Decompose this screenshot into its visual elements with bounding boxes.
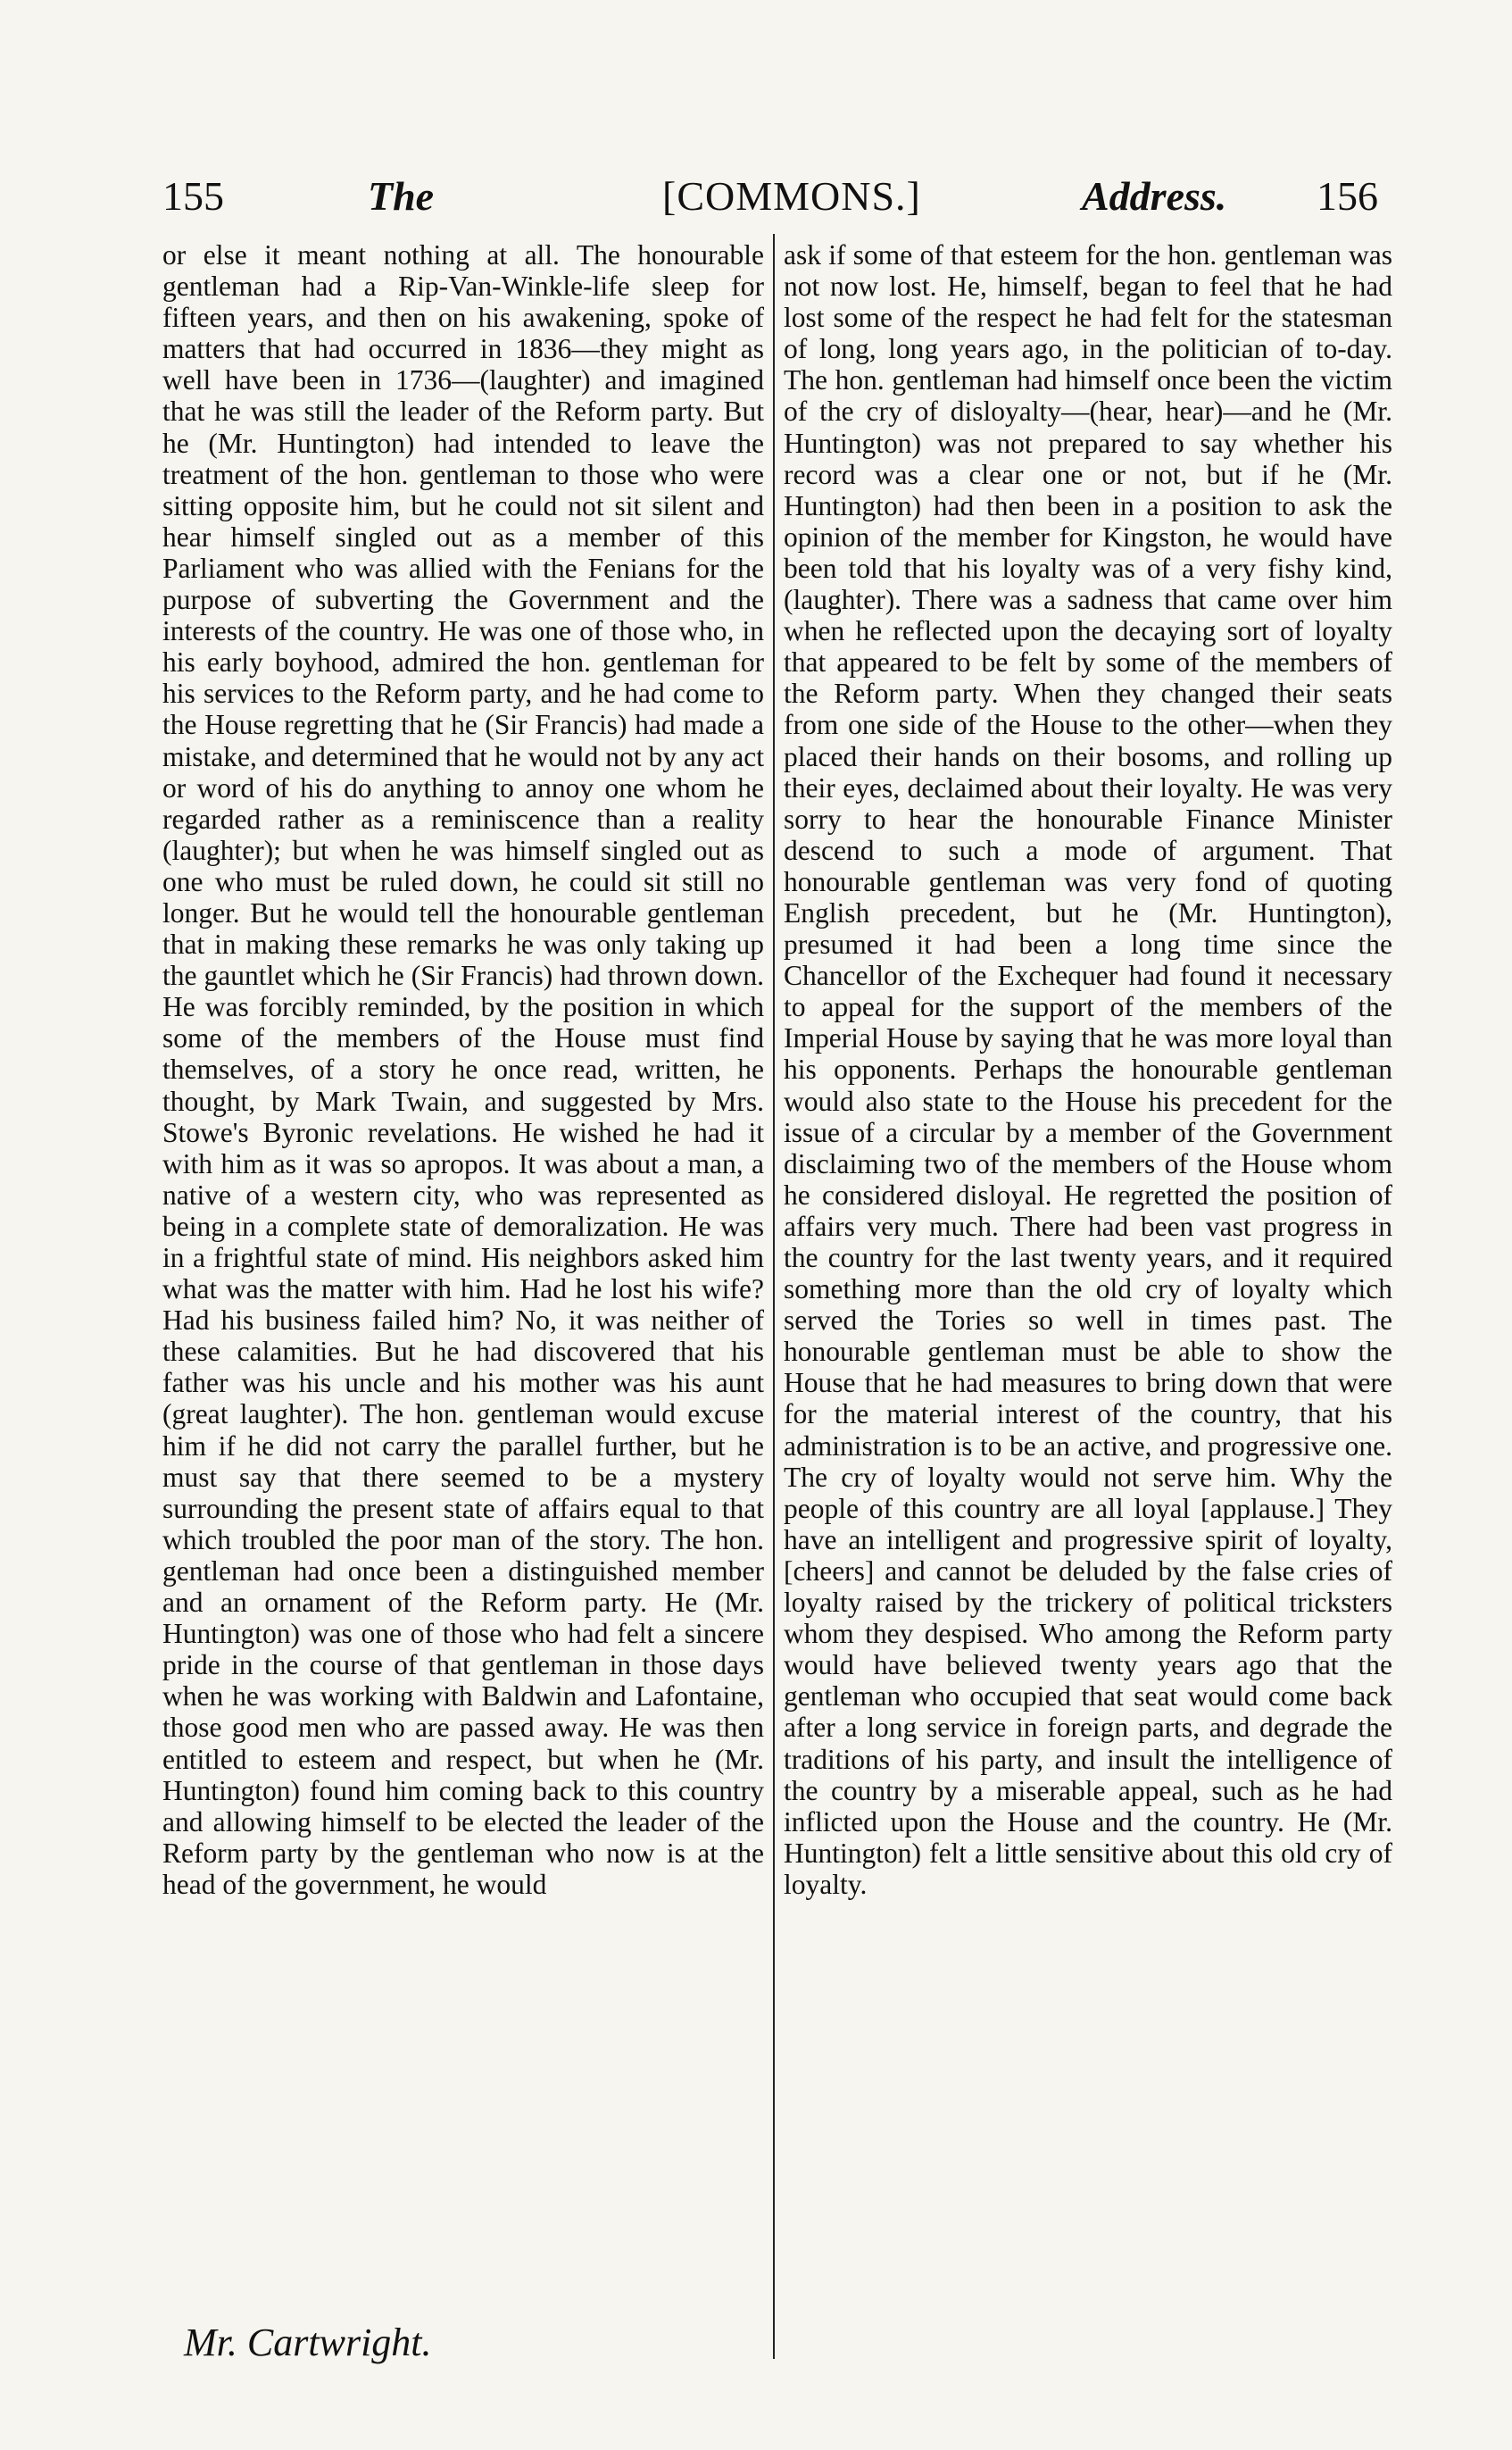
right-column-text: ask if some of that esteem for the hon. gentleman was not now lost. He, himself, began to feel that he had lost some of the respect he had felt for the statesman of long, long years ago, in the politician of to-day. The hon. gentleman had himself once been the victim of the cry of disloyalty—(hear, hear)—and he (Mr. Huntington) was not prepared to say whether his record was a clear one or not, but if he (Mr. Huntington) had then been in a position to ask the opinion of the member for Kingston, he would have been told that his loyalty was of a very fishy kind, (laughter). There was a sadness that came over him when he reflected upon the decaying sort of loyalty that appeared to be felt by some of the members of the Reform party. When they changed their seats from one side of the House to the other—when they placed their hands on their bosoms, and rolling up their eyes, declaimed about their loyalty. He was very sorry to hear the honourable Finance Minister descend to such a mode of argument. That honourable gentleman was very fond of quoting English precedent, but he (Mr. Huntington), presumed it had been a long time since the Chancellor of the Exchequer had found it necessary to appeal for the support of the members of the Imperial House by saying that he was more loyal than his opponents. Perhaps the honourable gentleman would also state to the House his precedent for the issue of a circular by a member of the Government disclaiming two of the members of the House whom he considered disloyal. He regretted the position of affairs very much. There had been vast progress in the country for the last twenty years, and it required something more than the old cry of loyalty which served the Tories so well in times past. The honourable gentleman must be able to show the House that he had measures to bring down that were for the material interest of the country, that his administration is to be an active, and progressive one. The cry of loyalty would not serve him. Why the people of this country are all loyal [applause.] They have an intelligent and progressive spirit of loyalty, [cheers] and cannot be deluded by the false cries of loyalty raised by the trickery of political tricksters whom they despised. Who among the Reform party would have believed twenty years ago that the gentleman who occupied that seat would come back after a long service in foreign parts, and degrade the traditions of his party, and insult the intelligence of the country by a miserable appeal, such as he had inflicted upon the House and the country. He (Mr. Huntington) felt a little sensitive about this old cry of loyalty. [784,239,1392,1900]
left-running-title: The [368,173,435,219]
column-divider [773,234,775,2359]
page-header [162,170,1378,223]
right-text-column [784,239,1392,2295]
left-page-number: 155 [162,173,224,219]
right-page-number: 156 [1317,173,1378,219]
left-text-column [162,239,764,2295]
right-running-title: Address. [1082,173,1227,219]
center-running-title: [COMMONS.] [662,173,921,219]
speaker-footer: Mr. Cartwright. [184,2321,432,2364]
left-column-text: or else it meant nothing at all. The honourable gentleman had a Rip-Van-Winkle-life sleep for fifteen years, and then on his awakening, spoke of matters that had occurred in 1836—they might as well have been in 1736—(laughter) and imagined that he was still the leader of the Reform party. But he (Mr. Huntington) had intended to leave the treatment of the hon. gentleman to those who were sitting opposite him, but he could not sit silent and hear himself singled out as a member of this Parliament who was allied with the Fenians for the purpose of subverting the Government and the interests of the country. He was one of those who, in his early boyhood, admired the hon. gentleman for his services to the Reform party, and he had come to the House regretting that he (Sir Francis) had made a mistake, and determined that he would not by any act or word of his do anything to annoy one whom he regarded rather as a reminiscence than a reality (laughter); but when he was himself singled out as one who must be ruled down, he could sit still no longer. But he would tell the honourable gentleman that in making these remarks he was only taking up the gauntlet which he (Sir Francis) had thrown down. He was forcibly reminded, by the position in which some of the members of the House must find themselves, of a story he once read, written, he thought, by Mark Twain, and suggested by Mrs. Stowe's Byronic revelations. He wished he had it with him as it was so apropos. It was about a man, a native of a western city, who was represented as being in a complete state of demoralization. He was in a frightful state of mind. His neighbors asked him what was the matter with him. Had he lost his wife? Had his business failed him? No, it was neither of these calamities. But he had discovered that his father was his uncle and his mother was his aunt (great laughter). The hon. gentleman would excuse him if he did not carry the parallel further, but he must say that there seemed to be a mystery surrounding the present state of affairs equal to that which troubled the poor man of the story. The hon. gentleman had once been a distinguished member and an ornament of the Reform party. He (Mr. Huntington) was one of those who had felt a sincere pride in the course of that gentleman in those days when he was working with Baldwin and Lafontaine, those good men who are passed away. He was then entitled to esteem and respect, but when he (Mr. Huntington) found him coming back to this country and allowing himself to be elected the leader of the Reform party by the gentleman who now is at the head of the government, he would [162,239,764,1900]
